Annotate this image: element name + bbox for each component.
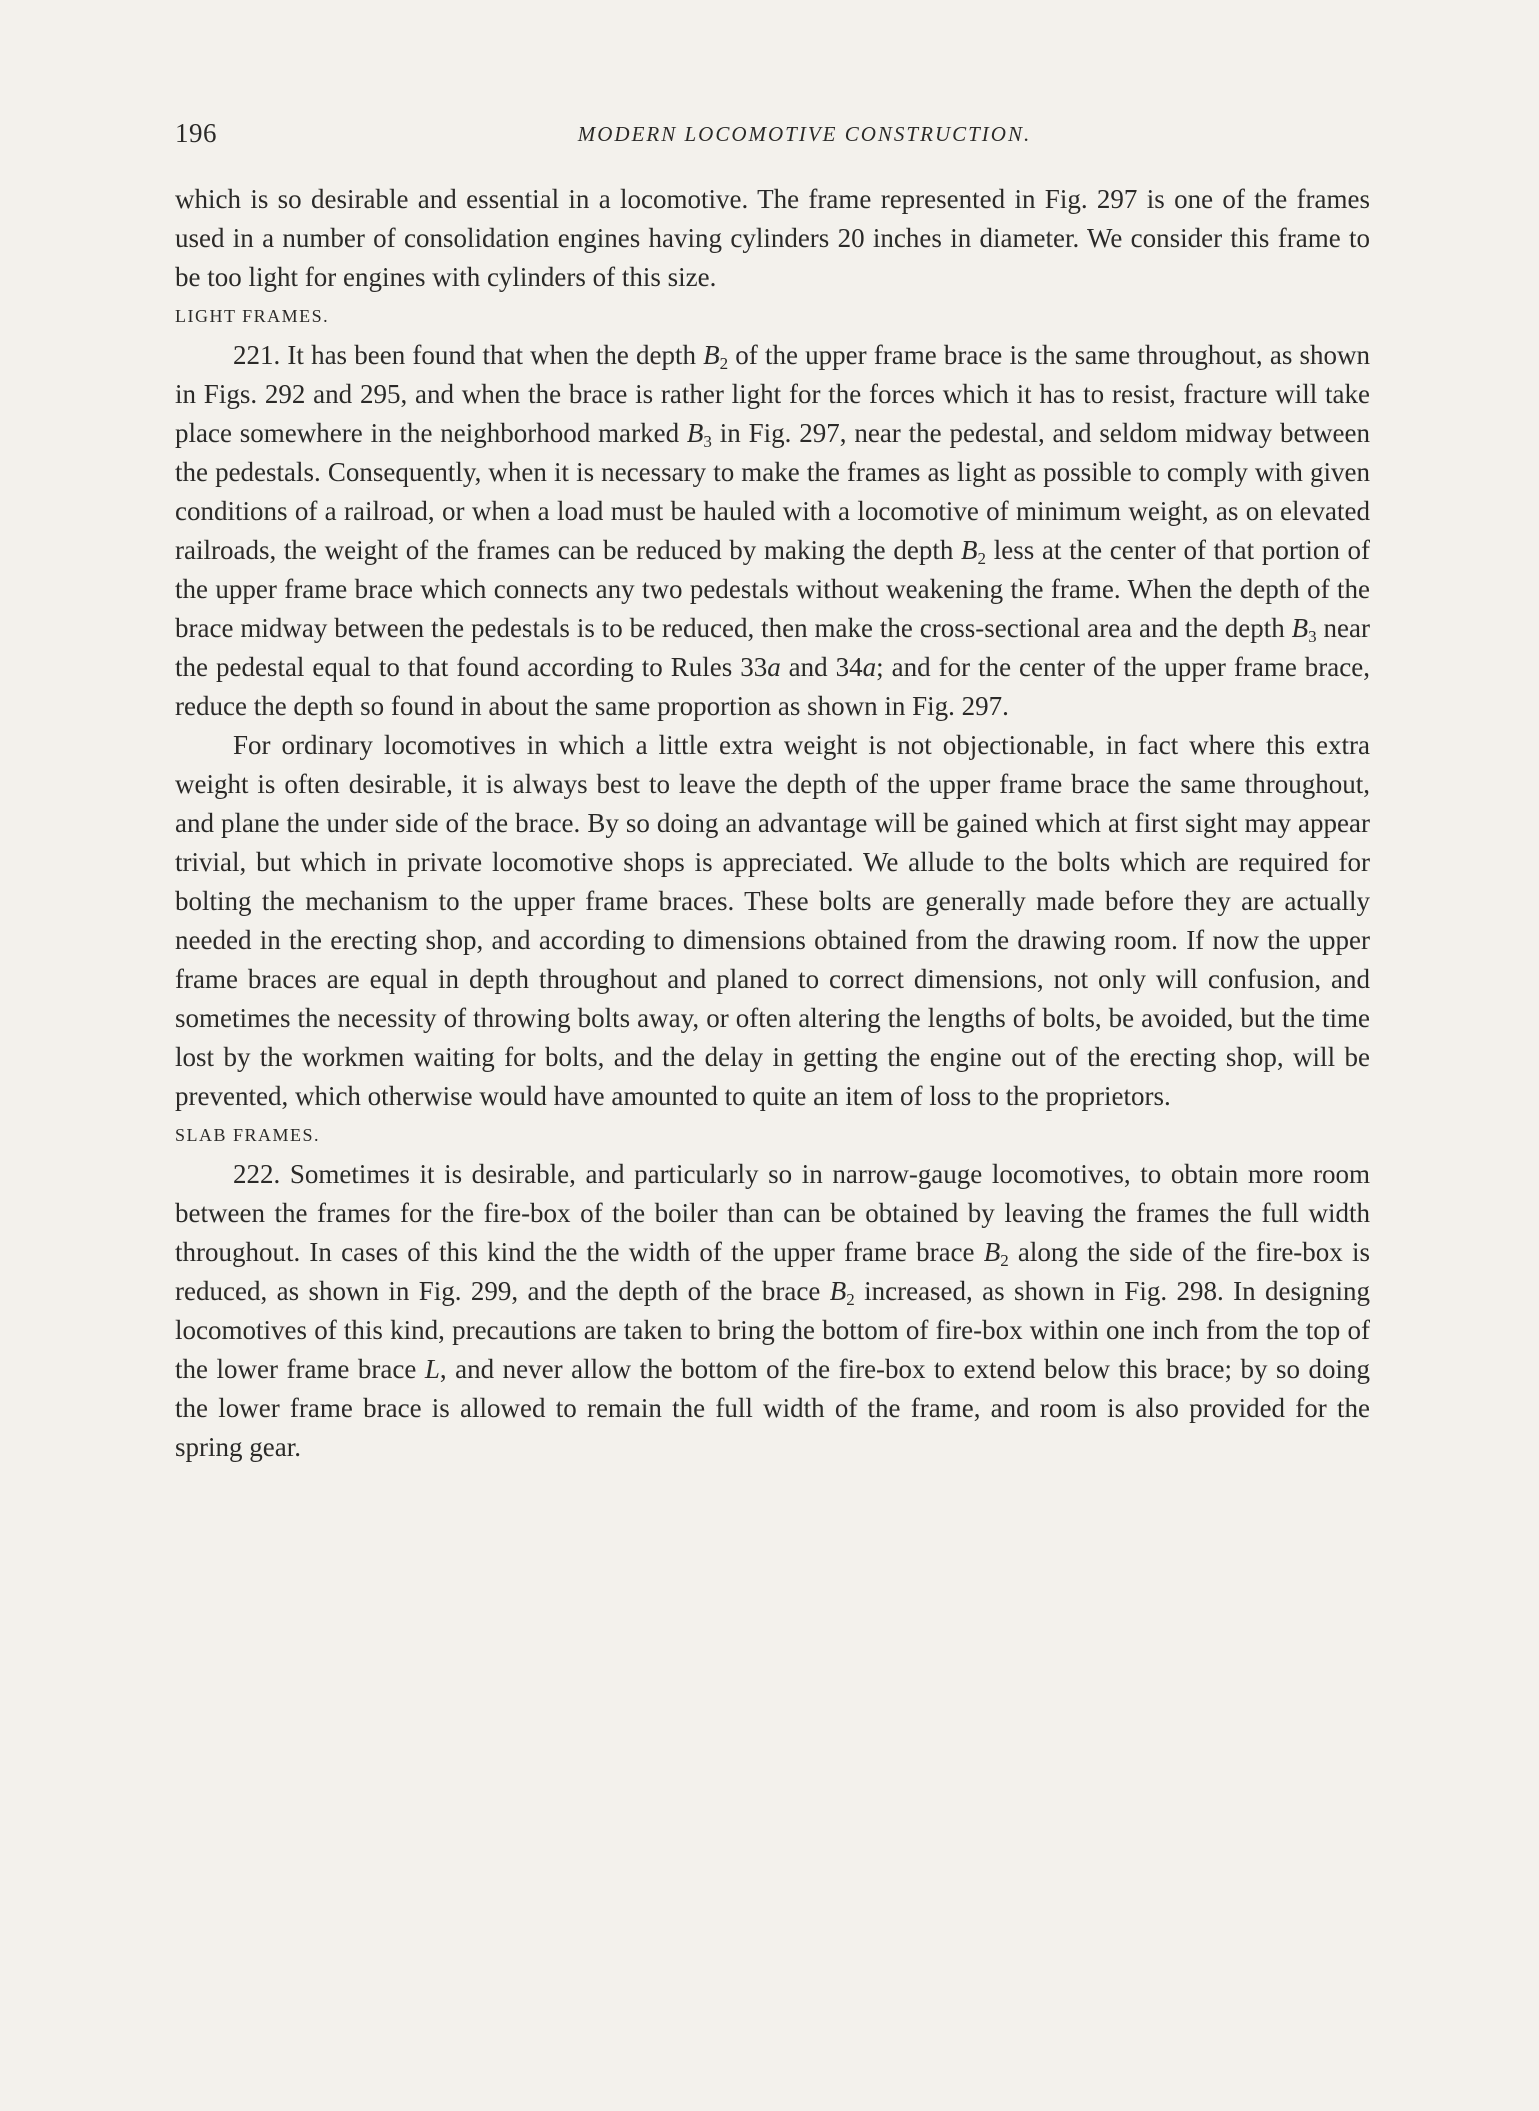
page-number: 196 — [175, 118, 217, 148]
symbol: a — [862, 652, 877, 682]
text-run: ; and for the center of the upper frame brace, reduce the depth so found in about the same proportion as shown in Fig. 297. — [175, 652, 1371, 721]
page-header — [175, 118, 1364, 154]
text-run: along the side of the fire-box is reduced, as shown in Fig. 299, and the depth of the brace — [175, 1237, 1370, 1306]
symbol: a — [767, 652, 781, 682]
text-run: 222. Sometimes it is desirable, and particularly so in narrow-gauge locomotives, to obtain more room between the frames for the fire-box of the boiler than can be obtained by leaving the frames the full width throughout. In cases of this kind the the width of the upper frame brace — [175, 1159, 1370, 1267]
symbol: $B_2$ — [703, 340, 729, 373]
paragraph-ordinary-locomotives: For ordinary locomotives in which a little extra weight is not objectionable, in fact where this extra weight is often desirable, it is always best to leave the depth of the upper frame brace the same throughout, and plane the under side of the brace. By so doing an advantage will be gained which at first sight may appear trivial, but which in private locomotive shops is appreciated. We allude to the bolts which are required for bolting the mechanism to the upper frame braces. These bolts are generally made before they are actually needed in the erecting shop, and according to dimensions obtained from the drawing room. If now the upper frame braces are equal in depth throughout and planed to correct dimensions, not only will confusion, and sometimes the necessity of throwing bolts away, or often altering the lengths of bolts, be avoided, but the time lost by the workmen waiting for bolts, and the delay in getting the engine out of the erecting shop, will be prevented, which otherwise would have amounted to quite an item of loss to the proprietors. — [175, 730, 1370, 1111]
symbol: $B_2$ — [961, 535, 987, 568]
text-run: and 34 — [780, 652, 863, 682]
paragraph-221 — [175, 336, 1370, 726]
section-heading-slab-frames: SLAB FRAMES. — [175, 1125, 321, 1145]
symbol: $B_3$ — [686, 418, 712, 451]
paragraph-222 — [175, 1155, 1370, 1467]
text-run: increased, as shown in Fig. 298. In designing locomotives of this kind, precautions are taken to bring the bottom of fire-box within one inch from the top of the lower frame brace — [175, 1276, 1370, 1384]
text-run: of the upper frame brace is the same throughout, as shown in Figs. 292 and 295, and when the brace is rather light for the forces which it has to resist, fracture will take place somewhere in the neighborhood marked — [175, 340, 1370, 448]
section-heading-light-frames: LIGHT FRAMES. — [175, 306, 330, 326]
intro-paragraph: which is so desirable and essential in a locomotive. The frame represented in Fig. 297 is one of the frames used in a number of consolidation engines having cylinders 20 inches in diameter. We consider this frame to be too light for engines with cylinders of this size. — [175, 184, 1370, 292]
text-run: , and never allow the bottom of the fire-box to extend below this brace; by so doing the lower frame brace is allowed to remain the full width of the frame, and room is also provided for the spring gear. — [175, 1354, 1370, 1462]
text-run: near the pedestal equal to that found according to Rules 33 — [175, 613, 1370, 682]
symbol: $B_2$ — [983, 1237, 1009, 1270]
running-title: MODERN LOCOMOTIVE CONSTRUCTION. — [577, 122, 1032, 146]
symbol: $B_3$ — [1291, 613, 1317, 646]
page-body — [175, 180, 1370, 1467]
text-run: 221. It has been found that when the depth — [233, 340, 704, 370]
symbol: $B_2$ — [829, 1276, 855, 1309]
symbol: L — [424, 1354, 440, 1384]
text-run: in Fig. 297, near the pedestal, and seldom midway between the pedestals. Consequently, when it is necessary to make the frames as light as possible to comply with given conditions of a railroad, or when a load must be hauled with a locomotive of minimum weight, as on elevated railroads, the weight of the frames can be reduced by making the depth — [175, 418, 1370, 565]
text-run: less at the center of that portion of the upper frame brace which connects any two pedestals without weakening the frame. When the depth of the brace midway between the pedestals is to be reduced, then make the cross-sectional area and the depth — [175, 535, 1371, 643]
